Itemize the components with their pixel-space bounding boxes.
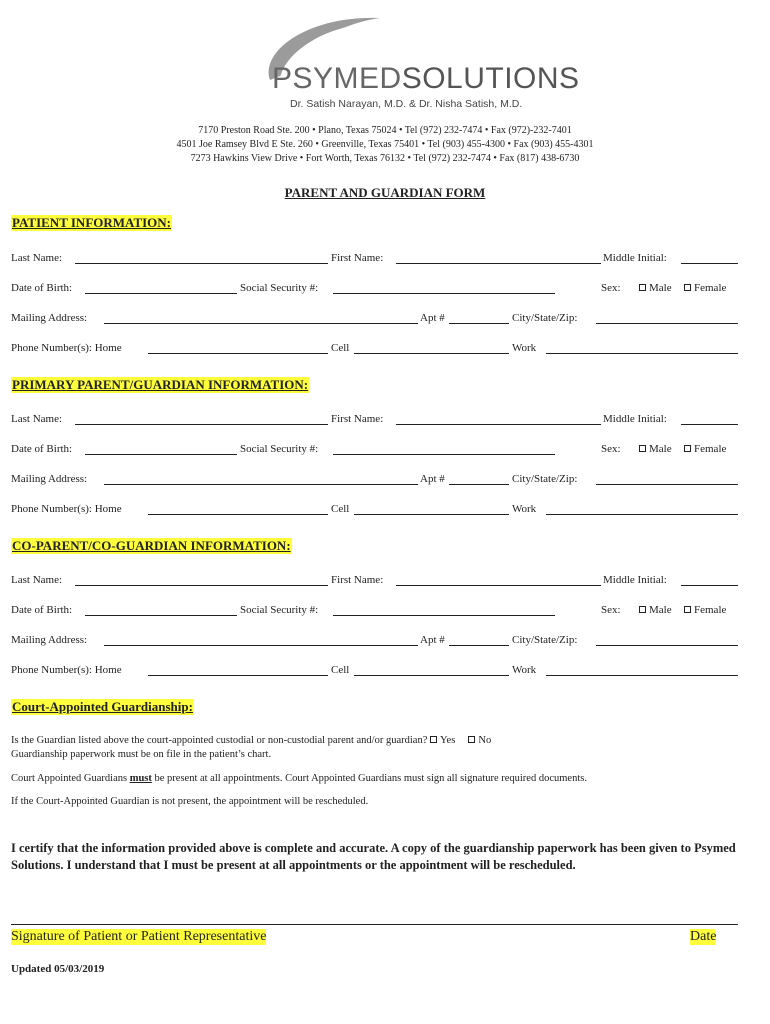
female-checkbox-label: Female — [694, 604, 727, 616]
middle-initial-label: Middle Initial: — [603, 574, 667, 586]
city-state-zip-field[interactable] — [596, 645, 738, 646]
phone-cell-label: Cell — [331, 342, 350, 354]
checkbox-icon — [684, 606, 691, 613]
court-line-4: If the Court-Appointed Guardian is not present, the appointment will be rescheduled. — [11, 796, 369, 807]
last-name-label: Last Name: — [11, 252, 63, 264]
first-name-field[interactable] — [396, 424, 601, 425]
certification-statement: I certify that the information provided above is complete and accurate. A copy of the guardianship paperwork has been given to Psymed Solutions. I understand that I must be present at all appointments or the appointment will be rescheduled. — [11, 841, 736, 872]
first-name-label: First Name: — [331, 413, 384, 425]
form-row — [11, 604, 738, 618]
middle-initial-label: Middle Initial: — [603, 413, 667, 425]
phone-work-field[interactable] — [546, 514, 738, 515]
phone-home-label: Phone Number(s): Home — [11, 664, 122, 676]
city-state-zip-label: City/State/Zip: — [512, 473, 578, 485]
court-line-3: Court Appointed Guardians must be present at all appointments. Court Appointed Guardians must sign all signature required documents. — [11, 773, 587, 784]
ssn-field[interactable] — [333, 615, 555, 616]
phone-cell-field[interactable] — [354, 353, 509, 354]
form-row — [11, 312, 738, 326]
phone-home-field[interactable] — [148, 353, 328, 354]
mailing-address-field[interactable] — [104, 484, 418, 485]
form-row — [11, 503, 738, 517]
signature-label: Signature of Patient or Patient Representative — [11, 929, 267, 944]
court-line-2: Guardianship paperwork must be on file in the patient’s chart. — [11, 749, 272, 760]
doctors-line: Dr. Satish Narayan, M.D. & Dr. Nisha Satish, M.D. — [290, 98, 523, 110]
last-name-label: Last Name: — [11, 574, 63, 586]
male-checkbox[interactable] — [639, 604, 672, 616]
phone-home-label: Phone Number(s): Home — [11, 342, 122, 354]
phone-work-field[interactable] — [546, 353, 738, 354]
mailing-address-label: Mailing Address: — [11, 634, 88, 646]
male-checkbox[interactable] — [639, 282, 672, 294]
female-checkbox-label: Female — [694, 443, 727, 455]
female-checkbox[interactable] — [684, 282, 726, 294]
male-checkbox-label: Male — [649, 282, 672, 294]
sex-label: Sex: — [601, 443, 621, 455]
first-name-field[interactable] — [396, 585, 601, 586]
apt-field[interactable] — [449, 484, 509, 485]
checkbox-icon — [684, 445, 691, 452]
phone-home-label: Phone Number(s): Home — [11, 503, 122, 515]
middle-initial-field[interactable] — [681, 585, 738, 586]
last-name-field[interactable] — [75, 585, 328, 586]
checkbox-icon — [639, 606, 646, 613]
ssn-label: Social Security #: — [240, 282, 319, 294]
dob-field[interactable] — [85, 615, 237, 616]
sex-label: Sex: — [601, 282, 621, 294]
dob-label: Date of Birth: — [11, 282, 73, 294]
form-row — [11, 473, 738, 487]
city-state-zip-label: City/State/Zip: — [512, 634, 578, 646]
apt-label: Apt # — [420, 473, 445, 485]
apt-label: Apt # — [420, 634, 445, 646]
phone-home-field[interactable] — [148, 675, 328, 676]
phone-work-label: Work — [512, 342, 537, 354]
last-name-field[interactable] — [75, 424, 328, 425]
section-coparent-heading: CO-PARENT/CO-GUARDIAN INFORMATION: — [12, 538, 291, 553]
brand-name: PSYMEDSOLUTIONS — [272, 62, 580, 95]
phone-cell-field[interactable] — [354, 675, 509, 676]
form-row — [11, 634, 738, 648]
phone-home-field[interactable] — [148, 514, 328, 515]
city-state-zip-field[interactable] — [596, 323, 738, 324]
form-title: PARENT AND GUARDIAN FORM — [284, 185, 486, 200]
checkbox-icon — [684, 284, 691, 291]
first-name-label: First Name: — [331, 574, 384, 586]
sex-label: Sex: — [601, 604, 621, 616]
middle-initial-field[interactable] — [681, 424, 738, 425]
address-line-2: 4501 Joe Ramsey Blvd E Ste. 260 • Greenville, Texas 75401 • Tel (903) 455-4300 • Fax (903) 455-4301 — [176, 139, 594, 150]
form-row — [11, 413, 738, 427]
dob-label: Date of Birth: — [11, 604, 73, 616]
female-checkbox-label: Female — [694, 282, 727, 294]
updated-date: Updated 05/03/2019 — [11, 963, 105, 975]
ssn-label: Social Security #: — [240, 604, 319, 616]
address-line-1: 7170 Preston Road Ste. 200 • Plano, Texas 75024 • Tel (972) 232-7474 • Fax (972)-232-7401 — [198, 125, 572, 136]
phone-work-label: Work — [512, 503, 537, 515]
signature-line[interactable] — [11, 924, 738, 925]
form-row — [11, 252, 738, 266]
first-name-label: First Name: — [331, 252, 384, 264]
female-checkbox[interactable] — [684, 443, 726, 455]
date-label: Date — [690, 929, 717, 944]
apt-field[interactable] — [449, 323, 509, 324]
first-name-field[interactable] — [396, 263, 601, 264]
male-checkbox-label: Male — [649, 604, 672, 616]
section-primary-heading: PRIMARY PARENT/GUARDIAN INFORMATION: — [12, 377, 309, 392]
dob-field[interactable] — [85, 293, 237, 294]
address-line-3: 7273 Hawkins View Drive • Fort Worth, Texas 76132 • Tel (972) 232-7474 • Fax (817) 438-6730 — [190, 153, 580, 164]
female-checkbox[interactable] — [684, 604, 726, 616]
mailing-address-label: Mailing Address: — [11, 312, 88, 324]
no-checkbox[interactable] — [468, 736, 475, 743]
middle-initial-field[interactable] — [681, 263, 738, 264]
phone-work-label: Work — [512, 664, 537, 676]
checkbox-icon — [639, 445, 646, 452]
ssn-field[interactable] — [333, 293, 555, 294]
last-name-label: Last Name: — [11, 413, 63, 425]
last-name-field[interactable] — [75, 263, 328, 264]
form-row — [11, 282, 738, 296]
phone-work-field[interactable] — [546, 675, 738, 676]
middle-initial-label: Middle Initial: — [603, 252, 667, 264]
form-row — [11, 574, 738, 588]
yes-checkbox[interactable] — [430, 736, 437, 743]
city-state-zip-field[interactable] — [596, 484, 738, 485]
section-patient-heading: PATIENT INFORMATION: — [12, 215, 172, 230]
phone-cell-field[interactable] — [354, 514, 509, 515]
dob-label: Date of Birth: — [11, 443, 73, 455]
checkbox-icon — [639, 284, 646, 291]
dob-field[interactable] — [85, 454, 237, 455]
city-state-zip-label: City/State/Zip: — [512, 312, 578, 324]
apt-label: Apt # — [420, 312, 445, 324]
form-row — [11, 443, 738, 457]
apt-field[interactable] — [449, 645, 509, 646]
phone-cell-label: Cell — [331, 503, 350, 515]
ssn-label: Social Security #: — [240, 443, 319, 455]
court-question: Is the Guardian listed above the court-appointed custodial or non-custodial parent and/or guardian? Yes No — [11, 735, 492, 746]
ssn-field[interactable] — [333, 454, 555, 455]
male-checkbox-label: Male — [649, 443, 672, 455]
section-court-heading: Court-Appointed Guardianship: — [12, 699, 193, 714]
mailing-address-field[interactable] — [104, 323, 418, 324]
mailing-address-label: Mailing Address: — [11, 473, 88, 485]
male-checkbox[interactable] — [639, 443, 672, 455]
phone-cell-label: Cell — [331, 664, 350, 676]
form-row — [11, 342, 738, 356]
mailing-address-field[interactable] — [104, 645, 418, 646]
form-row — [11, 664, 738, 678]
